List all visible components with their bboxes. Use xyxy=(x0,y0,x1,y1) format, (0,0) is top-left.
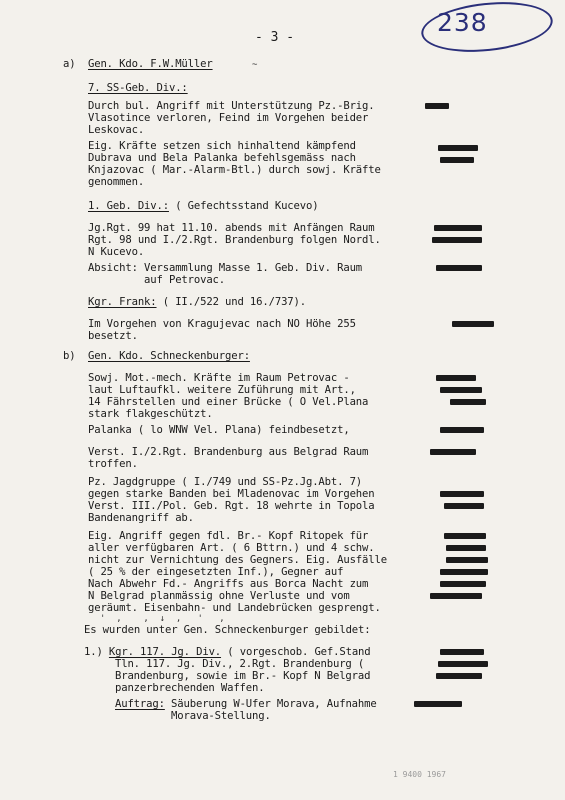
redaction-bar xyxy=(440,387,482,393)
section-b-header: Gen. Kdo. Schneckenburger: xyxy=(88,350,250,362)
kgr117-line: panzerbrechenden Waffen. xyxy=(115,682,265,694)
section-b-line: nicht zur Vernichtung des Gegners. Eig. Ausfälle xyxy=(88,554,387,566)
section-a-letter: a) xyxy=(63,58,76,70)
div1-title: 1. Geb. Div.: xyxy=(88,200,169,212)
div1-line: auf Petrovac. xyxy=(88,274,226,286)
section-b-line: aller verfügbaren Art. ( 6 Bttrn.) und 4 schw. xyxy=(88,542,375,554)
redaction-bar xyxy=(430,593,482,599)
redaction-bar xyxy=(440,157,474,163)
div1-heading xyxy=(88,200,318,212)
section-b-line: Verst. I./2.Rgt. Brandenburg aus Belgrad Raum xyxy=(88,446,369,458)
div7-line: genommen. xyxy=(88,176,145,188)
section-b-line: geräumt. Eisenbahn- und Landebrücken gesprengt. xyxy=(88,602,381,614)
redaction-bar xyxy=(430,449,476,455)
frank-line: Im Vorgehen von Kragujevac nach NO Höhe 255 xyxy=(88,318,356,330)
typewriter-marks: ' , , ↓ , ' , xyxy=(100,614,225,624)
frank-title: Kgr. Frank: xyxy=(88,296,157,308)
section-b-line: Pz. Jagdgruppe ( I./749 und SS-Pz.Jg.Abt. 7) xyxy=(88,476,363,488)
kgr117-auftrag-label: Auftrag: xyxy=(115,698,165,710)
page-number: - 3 - xyxy=(255,30,295,45)
div7-line: Durch bul. Angriff mit Unterstützung Pz.-Brig. xyxy=(88,100,375,112)
div7-line: Leskovac. xyxy=(88,124,145,136)
archive-stamp-number: 238 xyxy=(437,8,488,37)
redaction-bar xyxy=(434,225,482,231)
div1-line: Rgt. 98 und I./2.Rgt. Brandenburg folgen Nordl. xyxy=(88,234,381,246)
section-b-line: stark flakgeschützt. xyxy=(88,408,213,420)
frank-title-suffix: ( II./522 und 16./737). xyxy=(156,296,306,308)
kgr117-line: Brandenburg, sowie im Br.- Kopf N Belgrad xyxy=(115,670,371,682)
section-b-line: Nach Abwehr Fd.- Angriffs aus Borca Nacht zum xyxy=(88,578,369,590)
section-b-letter: b) xyxy=(63,350,76,362)
div7-line: Knjazovac ( Mar.-Alarm-Btl.) durch sowj. Kräfte xyxy=(88,164,381,176)
div1-line: Jg.Rgt. 99 hat 11.10. abends mit Anfängen Raum xyxy=(88,222,375,234)
redaction-bar xyxy=(444,533,486,539)
redaction-bar xyxy=(436,265,482,271)
redaction-bar xyxy=(440,491,484,497)
redaction-bar xyxy=(425,103,449,109)
redaction-bar xyxy=(446,557,488,563)
redaction-bar xyxy=(440,649,484,655)
section-b-line: ( 25 % der eingesetzten Inf.), Gegner auf xyxy=(88,566,344,578)
redaction-bar xyxy=(438,145,478,151)
redaction-bar xyxy=(436,673,482,679)
section-b-line: troffen. xyxy=(88,458,138,470)
section-b-line: Eig. Angriff gegen fdl. Br.- Kopf Ritopek für xyxy=(88,530,369,542)
section-b-line: 14 Fährstellen und einer Brücke ( O Vel.Plana xyxy=(88,396,369,408)
section-a-header: Gen. Kdo. F.W.Müller xyxy=(88,58,213,70)
redaction-bar xyxy=(450,399,486,405)
section-b-line: Bandenangriff ab. xyxy=(88,512,194,524)
section-b-line: Palanka ( lo WNW Vel. Plana) feindbesetzt, xyxy=(88,424,350,436)
div1-line: Absicht: Versammlung Masse 1. Geb. Div. Raum xyxy=(88,262,363,274)
div7-line: Eig. Kräfte setzen sich hinhaltend kämpfend xyxy=(88,140,356,152)
div7-title: 7. SS-Geb. Div.: xyxy=(88,82,188,94)
section-b-line: gegen starke Banden bei Mladenovac im Vorgehen xyxy=(88,488,375,500)
handwritten-mark: ~ xyxy=(252,60,258,70)
section-b-line: Es wurden unter Gen. Schneckenburger gebildet: xyxy=(84,624,371,636)
kgr117-auftrag-text: Säuberung W-Ufer Morava, Aufnahme xyxy=(164,698,377,710)
div7-line: Vlasotince verloren, Feind im Vorgehen beider xyxy=(88,112,369,124)
kgr117-title: Kgr. 117. Jg. Div. xyxy=(108,646,222,658)
kgr117-heading xyxy=(84,646,371,658)
kgr117-item: 1.) xyxy=(84,646,103,658)
kgr117-title-suffix: ( vorgeschob. Gef.Stand xyxy=(221,646,371,658)
section-b-line: laut Luftaufkl. weitere Zuführung mit Art., xyxy=(88,384,356,396)
section-b-line: N Belgrad planmässig ohne Verluste und vom xyxy=(88,590,350,602)
div1-line: N Kucevo. xyxy=(88,246,145,258)
div7-line: Dubrava und Bela Palanka befehlsgemäss nach xyxy=(88,152,356,164)
redaction-bar xyxy=(432,237,482,243)
frank-line: besetzt. xyxy=(88,330,138,342)
redaction-bar xyxy=(452,321,494,327)
frank-heading xyxy=(88,296,306,308)
footer-archive-code: 1 9400 1967 xyxy=(393,770,446,779)
redaction-bar xyxy=(440,569,488,575)
kgr117-line: Tln. 117. Jg. Div., 2.Rgt. Brandenburg ( xyxy=(115,658,365,670)
redaction-bar xyxy=(440,581,486,587)
section-b-line: Sowj. Mot.-mech. Kräfte im Raum Petrovac - xyxy=(88,372,350,384)
redaction-bar xyxy=(446,545,486,551)
redaction-bar xyxy=(444,503,484,509)
kgr117-auftrag-line: Morava-Stellung. xyxy=(115,710,271,722)
section-b-line: Verst. III./Pol. Geb. Rgt. 18 wehrte in Topola xyxy=(88,500,375,512)
div1-title-suffix: ( Gefechtsstand Kucevo) xyxy=(168,200,319,212)
kgr117-auftrag xyxy=(115,698,377,710)
redaction-bar xyxy=(440,427,484,433)
redaction-bar xyxy=(438,661,488,667)
redaction-bar xyxy=(414,701,462,707)
redaction-bar xyxy=(436,375,476,381)
